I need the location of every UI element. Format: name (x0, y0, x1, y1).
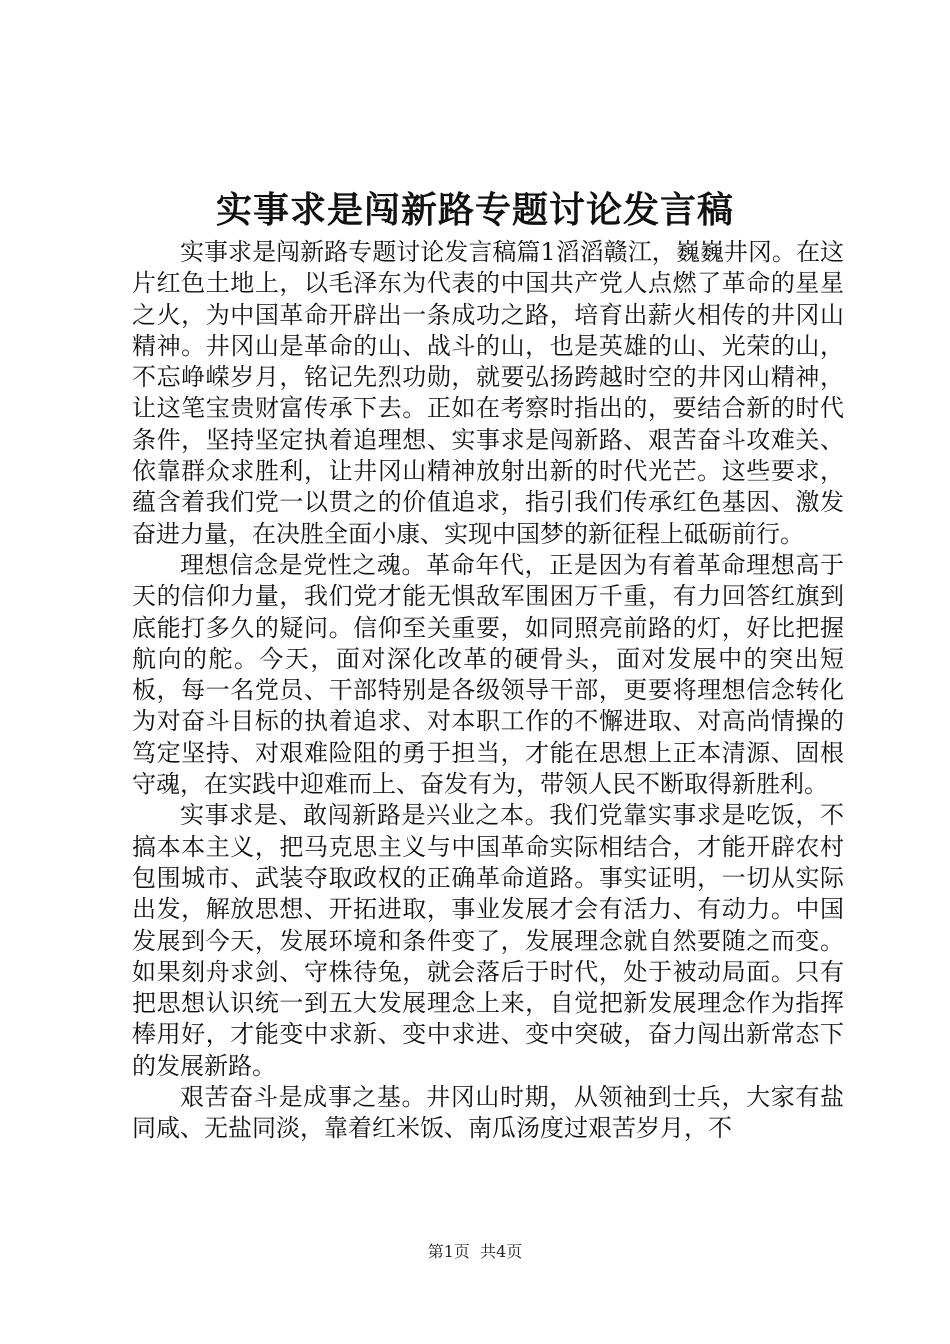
page-footer (0, 1240, 950, 1264)
paragraph-4: 艰苦奋斗是成事之基。井冈山时期，从领袖到士兵，大家有盐同咸、无盐同淡，靠着红米饭、南瓜汤度过艰苦岁月，不 (132, 1083, 844, 1143)
paragraph-2: 理想信念是党性之魂。革命年代，正是因为有着革命理想高于天的信仰力量，我们党才能无惧敌军围困万千重，有力回答红旗到底能打多久的疑问。信仰至关重要，如同照亮前路的灯，好比把握航向的舵。今天，面对深化改革的硬骨头，面对发展中的突出短板，每一名党员、干部特别是各级领导干部，更要将理想信念转化为对奋斗目标的执着追求、对本职工作的不懈进取、对高尚情操的笃定坚持、对艰难险阻的勇于担当，才能在思想上正本清源、固根守魂，在实践中迎难而上、奋发有为，带领人民不断取得新胜利。 (132, 550, 844, 799)
page-total: 共4页 (480, 1242, 523, 1261)
document-body (132, 237, 844, 1145)
document-title: 实事求是闯新路专题讨论发言稿 (215, 189, 734, 231)
page-number: 第1页 (427, 1242, 470, 1261)
paragraph-1: 实事求是闯新路专题讨论发言稿篇1滔滔赣江，巍巍井冈。在这片红色土地上，以毛泽东为代表的中国共产党人点燃了革命的星星之火，为中国革命开辟出一条成功之路，培育出薪火相传的井冈山精神。井冈山是革命的山、战斗的山，也是英雄的山、光荣的山，不忘峥嵘岁月，铭记先烈功勋，就要弘扬跨越时空的井冈山精神，让这笔宝贵财富传承下去。正如在考察时指出的，要结合新的时代条件，坚持坚定执着追理想、实事求是闯新路、艰苦奋斗攻难关、依靠群众求胜利，让井冈山精神放射出新的时代光芒。这些要求，蕴含着我们党一以贯之的价值追求，指引我们传承红色基因、激发奋进力量，在决胜全面小康、实现中国梦的新征程上砥砺前行。 (132, 238, 844, 548)
footer-separator (470, 1242, 480, 1261)
paragraph-3: 实事求是、敢闯新路是兴业之本。我们党靠实事求是吃饭，不搞本本主义，把马克思主义与中国革命实际相结合，才能开辟农村包围城市、武装夺取政权的正确革命道路。事实证明，一切从实际出发，解放思想、开拓进取，事业发展才会有活力、有动力。中国发展到今天，发展环境和条件变了，发展理念就自然要随之而变。如果刻舟求剑、守株待兔，就会落后于时代，处于被动局面。只有把思想认识统一到五大发展理念上来，自觉把新发展理念作为指挥棒用好，才能变中求新、变中求进、变中突破，奋力闯出新常态下的发展新路。 (132, 801, 844, 1080)
